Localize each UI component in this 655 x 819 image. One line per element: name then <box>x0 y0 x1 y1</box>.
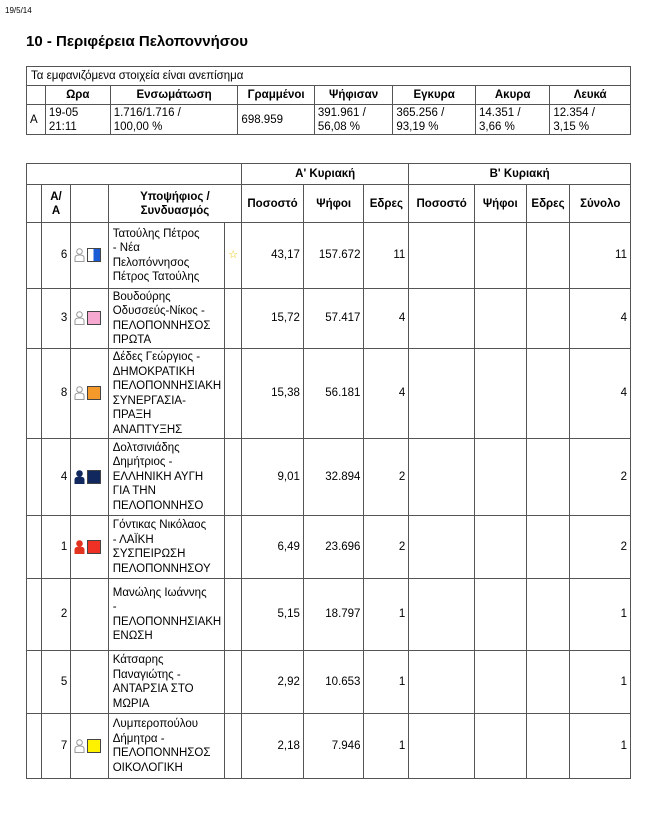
unofficial-notice: Τα εμφανιζόμενα στοιχεία είναι ανεπίσημα <box>27 67 631 86</box>
header-candidate: Υποψήφιος / Συνδυασμός <box>108 185 241 223</box>
row-seats-b <box>526 439 570 516</box>
row-aa: 3 <box>41 289 71 349</box>
row-star <box>225 714 242 779</box>
summary-blank: 12.354 / 3,15 % <box>550 105 631 135</box>
row-icons <box>71 579 108 651</box>
summary-voted: 391.961 / 56,08 % <box>314 105 393 135</box>
summary-table <box>26 66 631 135</box>
row-votes: 57.417 <box>303 289 364 349</box>
header-icon <box>71 185 108 223</box>
row-votes-b <box>474 714 526 779</box>
row-blank <box>27 579 42 651</box>
row-candidate: Γόντικας Νικόλαος - ΛΑΪΚΗ ΣΥΣΠΕΙΡΩΣΗ ΠΕΛΟΠΟΝΝΗΣΟΥ <box>108 516 224 579</box>
summary-incorporation: 1.716/1.716 / 100,00 % <box>110 105 238 135</box>
row-percent-b <box>409 439 475 516</box>
summary-header-incorporation: Ενσωμάτωση <box>110 86 238 105</box>
round-a-header: Α' Κυριακή <box>242 164 409 185</box>
row-votes: 56.181 <box>303 349 364 439</box>
row-aa: 5 <box>41 651 71 714</box>
summary-row-label: Α <box>27 105 46 135</box>
row-candidate: Μανώλης Ιωάννης - ΠΕΛΟΠΟΝΝΗΣΙΑΚΗ ΕΝΩΣΗ <box>108 579 224 651</box>
summary-header-time: Ωρα <box>45 86 110 105</box>
party-color-swatch <box>87 386 101 400</box>
row-votes: 7.946 <box>303 714 364 779</box>
row-percent-b <box>409 579 475 651</box>
row-percent: 15,38 <box>242 349 304 439</box>
row-total: 2 <box>570 439 631 516</box>
row-votes-b <box>474 516 526 579</box>
party-color-swatch <box>87 540 101 554</box>
row-seats: 2 <box>364 439 409 516</box>
row-blank <box>27 289 42 349</box>
results-header-spacer <box>27 164 242 185</box>
row-percent-b <box>409 714 475 779</box>
table-row <box>27 439 631 516</box>
header-seats-a: Εδρες <box>364 185 409 223</box>
person-icon <box>74 540 85 554</box>
row-blank <box>27 349 42 439</box>
table-row <box>27 349 631 439</box>
row-votes-b <box>474 289 526 349</box>
row-blank <box>27 439 42 516</box>
row-candidate: Κάτσαρης Παναγιώτης - ΑΝΤΑΡΣΙΑ ΣΤΟ ΜΩΡΙΑ <box>108 651 224 714</box>
row-star <box>225 349 242 439</box>
row-star <box>225 223 242 289</box>
summary-time: 19-05 21:11 <box>45 105 110 135</box>
header-votes-a: Ψήφοι <box>303 185 364 223</box>
row-seats-b <box>526 349 570 439</box>
party-color-swatch <box>87 470 101 484</box>
row-seats: 2 <box>364 516 409 579</box>
row-votes-b <box>474 349 526 439</box>
row-votes: 10.653 <box>303 651 364 714</box>
page-title: 10 - Περιφέρεια Πελοποννήσου <box>26 33 248 50</box>
header-aa: Α/ Α <box>41 185 71 223</box>
table-row <box>27 223 631 289</box>
summary-header-invalid: Ακυρα <box>476 86 550 105</box>
row-percent: 9,01 <box>242 439 304 516</box>
row-seats: 11 <box>364 223 409 289</box>
row-percent-b <box>409 651 475 714</box>
person-icon <box>74 386 85 400</box>
row-candidate: Τατούλης Πέτρος - Νέα Πελοπόννησος Πέτρος Τατούλης <box>108 223 224 289</box>
row-seats: 4 <box>364 349 409 439</box>
row-votes: 18.797 <box>303 579 364 651</box>
row-star <box>225 651 242 714</box>
row-icons <box>71 349 108 439</box>
row-percent: 15,72 <box>242 289 304 349</box>
row-percent-b <box>409 289 475 349</box>
star-icon: ☆ <box>228 249 239 262</box>
row-percent: 2,92 <box>242 651 304 714</box>
row-aa: 2 <box>41 579 71 651</box>
row-icons <box>71 714 108 779</box>
row-votes: 157.672 <box>303 223 364 289</box>
row-candidate: Δολτσινιάδης Δημήτριος - ΕΛΛΗΝΙΚΗ ΑΥΓΗ ΓΙΑ ΤΗΝ ΠΕΛΟΠΟΝΝΗΣΟ <box>108 439 224 516</box>
row-seats: 1 <box>364 651 409 714</box>
row-seats-b <box>526 289 570 349</box>
header-blank <box>27 185 42 223</box>
person-icon <box>74 470 85 484</box>
row-percent: 6,49 <box>242 516 304 579</box>
row-total: 11 <box>570 223 631 289</box>
row-seats: 4 <box>364 289 409 349</box>
person-icon <box>74 739 85 753</box>
row-percent-b <box>409 349 475 439</box>
header-seats-b: Εδρες <box>526 185 570 223</box>
row-seats-b <box>526 223 570 289</box>
row-seats-b <box>526 516 570 579</box>
row-star <box>225 439 242 516</box>
row-percent-b <box>409 516 475 579</box>
summary-header-blank-votes: Λευκά <box>550 86 631 105</box>
row-votes-b <box>474 579 526 651</box>
row-total: 1 <box>570 651 631 714</box>
row-icons <box>71 223 108 289</box>
row-seats: 1 <box>364 579 409 651</box>
results-table <box>26 163 631 779</box>
row-candidate: Βουδούρης Οδυσσεύς-Νίκος - ΠΕΛΟΠΟΝΝΗΣΟΣ ΠΡΩΤΑ <box>108 289 224 349</box>
row-blank <box>27 651 42 714</box>
row-votes-b <box>474 439 526 516</box>
header-votes-b: Ψήφοι <box>474 185 526 223</box>
table-row <box>27 289 631 349</box>
results-body <box>27 223 631 779</box>
party-color-swatch <box>87 311 101 325</box>
table-row <box>27 651 631 714</box>
table-row <box>27 714 631 779</box>
party-color-swatch <box>87 739 101 753</box>
round-b-header: Β' Κυριακή <box>409 164 631 185</box>
summary-data-row <box>27 105 631 135</box>
row-blank <box>27 516 42 579</box>
row-aa: 1 <box>41 516 71 579</box>
summary-header-valid: Εγκυρα <box>393 86 476 105</box>
row-total: 1 <box>570 714 631 779</box>
row-total: 2 <box>570 516 631 579</box>
summary-header-row <box>27 86 631 105</box>
row-icons <box>71 651 108 714</box>
row-icons <box>71 289 108 349</box>
row-percent: 5,15 <box>242 579 304 651</box>
row-candidate: Λυμπερoπούλου Δήμητρα - ΠΕΛΟΠΟΝΝΗΣΟΣ ΟΙΚΟΛΟΓΙΚΗ <box>108 714 224 779</box>
header-percent-a: Ποσοστό <box>242 185 304 223</box>
row-seats-b <box>526 714 570 779</box>
row-blank <box>27 223 42 289</box>
row-seats-b <box>526 651 570 714</box>
row-seats: 1 <box>364 714 409 779</box>
row-aa: 8 <box>41 349 71 439</box>
summary-valid: 365.256 / 93,19 % <box>393 105 476 135</box>
header-total: Σύνολο <box>570 185 631 223</box>
row-star <box>225 579 242 651</box>
row-percent: 2,18 <box>242 714 304 779</box>
summary-invalid: 14.351 / 3,66 % <box>476 105 550 135</box>
person-icon <box>74 248 85 262</box>
row-icons <box>71 439 108 516</box>
row-aa: 4 <box>41 439 71 516</box>
party-color-swatch <box>87 248 101 262</box>
row-blank <box>27 714 42 779</box>
header-percent-b: Ποσοστό <box>409 185 475 223</box>
summary-registered: 698.959 <box>238 105 314 135</box>
row-percent-b <box>409 223 475 289</box>
row-total: 1 <box>570 579 631 651</box>
row-icons <box>71 516 108 579</box>
row-votes-b <box>474 651 526 714</box>
table-row <box>27 516 631 579</box>
table-row <box>27 579 631 651</box>
row-percent: 43,17 <box>242 223 304 289</box>
row-votes-b <box>474 223 526 289</box>
row-votes: 32.894 <box>303 439 364 516</box>
row-votes: 23.696 <box>303 516 364 579</box>
row-star <box>225 289 242 349</box>
row-total: 4 <box>570 289 631 349</box>
row-aa: 7 <box>41 714 71 779</box>
report-date: 19/5/14 <box>5 6 32 15</box>
person-icon <box>74 311 85 325</box>
summary-header-blank <box>27 86 46 105</box>
summary-header-voted: Ψήφισαν <box>314 86 393 105</box>
row-total: 4 <box>570 349 631 439</box>
row-candidate: Δέδες Γεώργιος - ΔΗΜΟΚΡΑΤΙΚΗ ΠΕΛΟΠΟΝΝΗΣΙΑΚΗ ΣΥΝΕΡΓΑΣΙΑ- ΠΡΑΞΗ ΑΝΑΠΤΥΞΗΣ <box>108 349 224 439</box>
row-aa: 6 <box>41 223 71 289</box>
row-star <box>225 516 242 579</box>
results-column-header-row <box>27 185 631 223</box>
summary-header-registered: Γραμμένοι <box>238 86 314 105</box>
row-seats-b <box>526 579 570 651</box>
